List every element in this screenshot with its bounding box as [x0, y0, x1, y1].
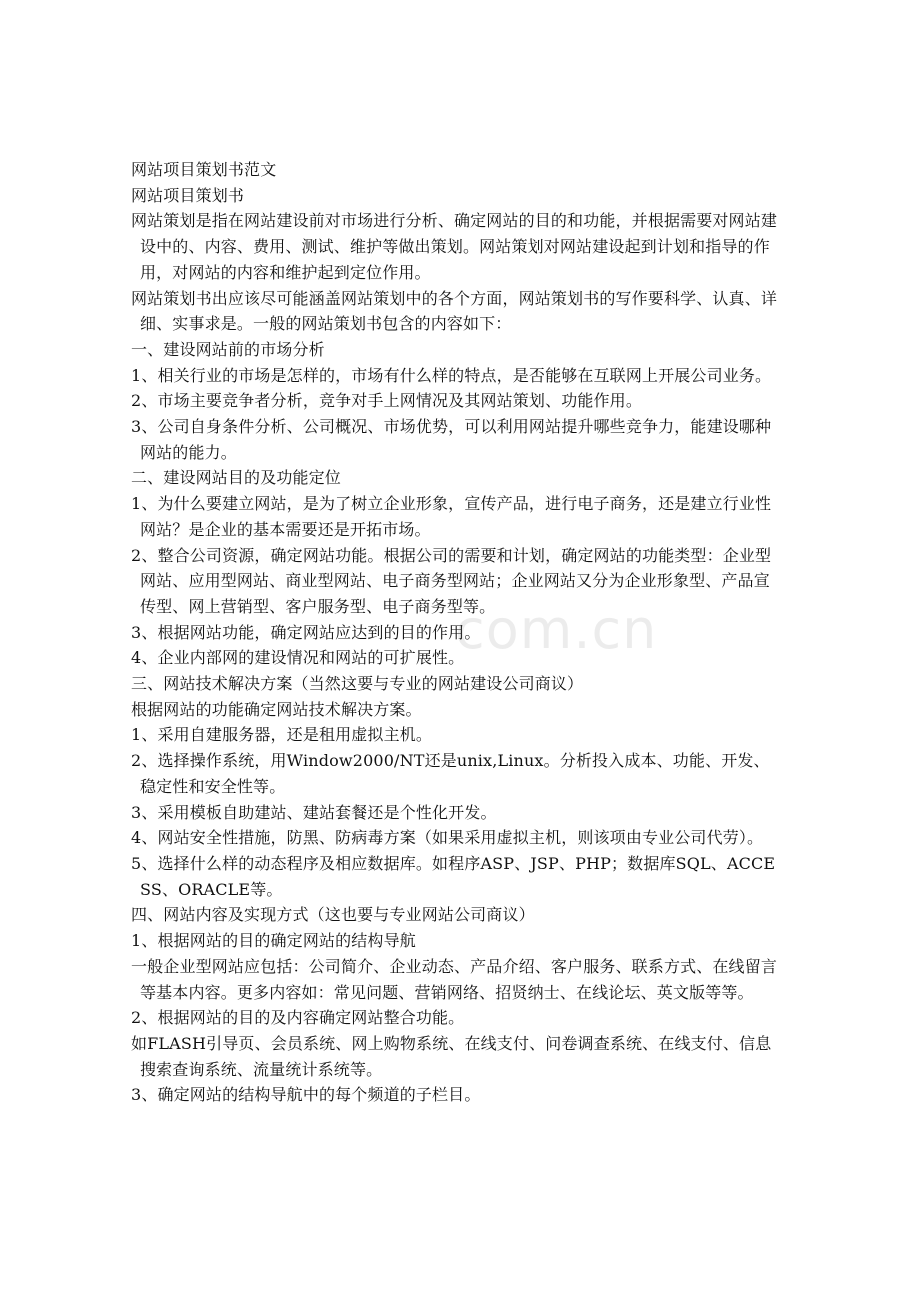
watermark: com.cn [455, 598, 658, 661]
doc-subtitle: 网站项目策划书 [131, 185, 245, 205]
list-item: 2、根据网站的目的及内容确定网站整合功能。 [131, 1008, 465, 1028]
doc-title: 网站项目策划书范文 [131, 160, 277, 179]
list-item: 3、公司自身条件分析、公司概况、市场优势，可以利用网站提升哪些竞争力，能建设哪种网站的能力。 [131, 417, 772, 462]
body-paragraph: 如FLASH引导页、会员系统、网上购物系统、在线支付、问卷调查系统、在线支付、信息搜索查询系统、流量统计系统等。 [131, 1033, 772, 1079]
section-heading: 四、网站内容及实现方式（这也要与专业网站公司商议） [131, 905, 535, 925]
section-heading: 三、网站技术解决方案（当然这要与专业的网站建设公司商议） [131, 674, 584, 694]
intro-paragraph: 网站策划书出应该尽可能涵盖网站策划中的各个方面，网站策划书的写作要科学、认真、详细、实事求是。一般的网站策划书包含的内容如下： [131, 288, 778, 334]
body-paragraph: 根据网站的功能确定网站技术解决方案。 [131, 699, 422, 719]
list-item: 2、选择操作系统，用Window2000/NT还是unix,Linux。分析投入成本、功能、开发、稳定性和安全性等。 [131, 751, 770, 796]
list-item: 4、网站安全性措施，防黑、防病毒方案（如果采用虚拟主机，则该项由专业公司代劳）。 [131, 828, 764, 848]
section-heading: 二、建设网站目的及功能定位 [131, 468, 341, 488]
list-item: 3、确定网站的结构导航中的每个频道的子栏目。 [131, 1085, 481, 1105]
intro-paragraph: 网站策划是指在网站建设前对市场进行分析、确定网站的目的和功能，并根据需要对网站建设中的、内容、费用、测试、维护等做出策划。网站策划对网站建设起到计划和指导的作用，对网站的内容和维护起到定位作用。 [131, 211, 778, 282]
list-item: 1、采用自建服务器，还是租用虚拟主机。 [131, 725, 433, 745]
list-item: 1、相关行业的市场是怎样的，市场有什么样的特点，是否能够在互联网上开展公司业务。 [131, 365, 772, 385]
body-paragraph: 一般企业型网站应包括：公司简介、企业动态、产品介绍、客户服务、联系方式、在线留言等基本内容。更多内容如：常见问题、营销网络、招贤纳士、在线论坛、英文版等等。 [131, 956, 778, 1002]
list-item: 2、整合公司资源，确定网站功能。根据公司的需要和计划，确定网站的功能类型：企业型网站、应用型网站、商业型网站、电子商务型网站；企业网站又分为企业形象型、产品宣传型、网上营销型、客户服务型、电子商务型等。 [131, 545, 772, 616]
list-item: 3、采用模板自助建站、建站套餐还是个性化开发。 [131, 802, 497, 822]
list-item: 1、根据网站的目的确定网站的结构导航 [131, 931, 416, 951]
document-body [131, 157, 785, 1108]
list-item: 4、企业内部网的建设情况和网站的可扩展性。 [131, 648, 465, 668]
list-item: 5、选择什么样的动态程序及相应数据库。如程序ASP、JSP、PHP；数据库SQL、ACCESS、ORACLE等。 [131, 853, 776, 899]
section-heading: 一、建设网站前的市场分析 [131, 339, 325, 359]
list-item: 2、市场主要竞争者分析，竞争对手上网情况及其网站策划、功能作用。 [131, 391, 642, 411]
list-item: 1、为什么要建立网站，是为了树立企业形象，宣传产品，进行电子商务，还是建立行业性网站？是企业的基本需要还是开拓市场。 [131, 494, 772, 539]
list-item: 3、根据网站功能，确定网站应达到的目的作用。 [131, 622, 481, 642]
